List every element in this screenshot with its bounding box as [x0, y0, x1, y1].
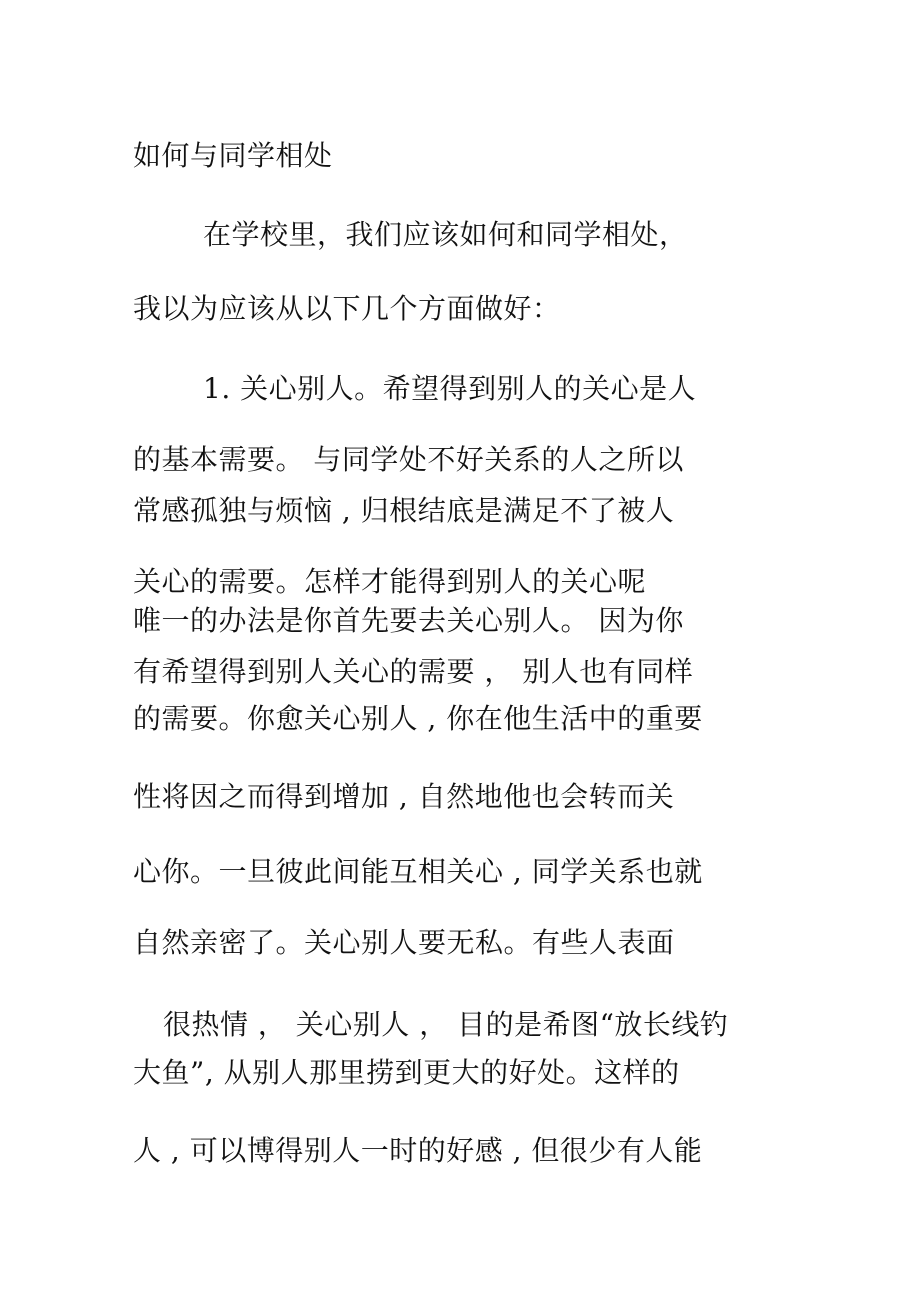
- paragraph-line: 有希望得到别人关心的需要 ， 别人也有同样: [133, 655, 694, 688]
- paragraph-line: 在学校里，我们应该如何和同学相处，: [203, 218, 688, 251]
- paragraph-line: 大鱼”, 从别人那里捞到更大的好处。这样的: [133, 1056, 680, 1089]
- paragraph-line: 我以为应该从以下几个方面做好：: [133, 292, 561, 325]
- paragraph-line: 关心的需要。怎样才能得到别人的关心呢: [133, 565, 647, 598]
- paragraph-line: 自然亲密了。关心别人要无私。有些人表面: [133, 926, 675, 959]
- paragraph-line: 1. 关心别人。希望得到别人的关心是人: [203, 372, 697, 405]
- paragraph-line: 常感孤独与烦恼 , 归根结底是满足不了被人: [133, 494, 675, 527]
- paragraph-line: 唯一的办法是你首先要去关心别人。 因为你: [133, 604, 684, 637]
- paragraph-line: 的基本需要。 与同学处不好关系的人之所以: [133, 443, 684, 476]
- paragraph-line: 性将因之而得到增加 , 自然地他也会转而关: [133, 780, 675, 813]
- paragraph-line: 心你。一旦彼此间能互相关心 , 同学关系也就: [133, 855, 703, 888]
- paragraph-line: 人 , 可以博得别人一时的好感 , 但很少有人能: [133, 1134, 703, 1167]
- paragraph-line: 的需要。你愈关心别人 , 你在他生活中的重要: [133, 702, 703, 735]
- document-title: 如何与同学相处: [133, 139, 333, 172]
- paragraph-line: 很热情 ， 关心别人 ， 目的是希图“放长线钓: [163, 1008, 729, 1041]
